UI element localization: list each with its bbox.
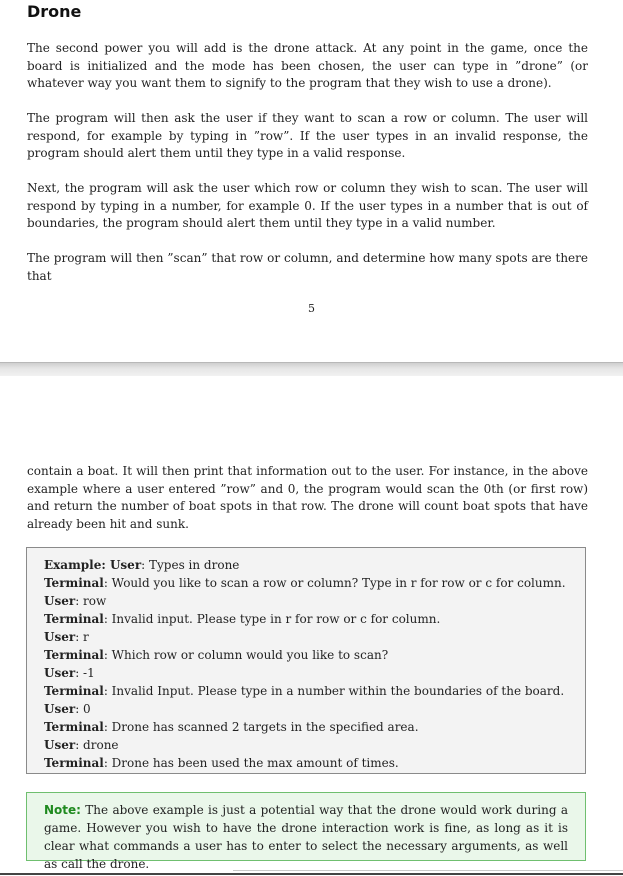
example-speaker: User — [44, 630, 76, 644]
example-speaker: User — [44, 666, 76, 680]
example-line — [44, 700, 568, 718]
example-line — [44, 592, 568, 610]
example-speaker: Terminal — [44, 612, 104, 626]
example-speaker: User — [44, 702, 76, 716]
paragraph-continuation: contain a boat. It will then print that information out to the user. For instance, in the above example where a user entered ”row” and 0, the program would scan the 0th (or first row) and return the number of boat spots in that row. The drone will count boat spots that have already been hit and sunk. — [27, 464, 588, 532]
example-speaker: Terminal — [44, 684, 104, 698]
example-text: : 0 — [75, 702, 91, 716]
example-speaker: User — [44, 738, 76, 752]
example-text: : Invalid input. Please type in r for row or c for column. — [103, 612, 441, 626]
example-speaker: User — [44, 594, 76, 608]
example-line — [44, 718, 568, 736]
note-label: Note: — [44, 803, 81, 817]
example-line — [44, 628, 568, 646]
example-line — [44, 646, 568, 664]
example-line — [44, 556, 568, 574]
example-speaker: Terminal — [44, 576, 104, 590]
example-text: : Drone has been used the max amount of times. — [103, 756, 399, 770]
paragraph-row-or-column: The program will then ask the user if they want to scan a row or column. The user will respond, for example by typing in ”row”. If the user types in an invalid response, the program should alert them until they type in a valid response. — [27, 111, 588, 161]
example-line — [44, 754, 568, 772]
page-break-separator — [0, 362, 623, 377]
example-box — [26, 547, 586, 774]
note-box — [26, 792, 586, 871]
example-speaker: Example: User — [44, 558, 142, 572]
example-line — [44, 736, 568, 754]
paragraph-intro: The second power you will add is the drone attack. At any point in the game, once the board is initialized and the mode has been chosen, the user can type in ”drone” (or whatever way you want them to signify to the program that they wish to use a drone). — [27, 41, 588, 91]
example-line — [44, 682, 568, 700]
section-title: Drone — [27, 2, 82, 21]
paragraph-which-index: Next, the program will ask the user which row or column they wish to scan. The user will respond by typing in a number, for example 0. If the user types in a number that is out of boundaries, the program should alert them until they type in a valid number. — [27, 181, 588, 231]
page-bottom-rule — [0, 873, 623, 875]
paragraph-scan: The program will then ”scan” that row or column, and determine how many spots are there that — [27, 251, 588, 283]
example-text: : r — [75, 630, 89, 644]
example-text: : drone — [75, 738, 119, 752]
example-text: : row — [75, 594, 107, 608]
example-speaker: Terminal — [44, 756, 104, 770]
document-page-2 — [0, 376, 623, 876]
example-text: : Types in drone — [141, 558, 240, 572]
example-text: : Drone has scanned 2 targets in the specified area. — [103, 720, 419, 734]
example-text: : Would you like to scan a row or column? Type in r for row or c for column. — [103, 576, 566, 590]
note-text: The above example is just a potential way that the drone would work during a game. However you wish to have the drone interaction work is fine, as long as it is clear what commands a user has to enter to select the necessary arguments, as well as call the drone. — [44, 803, 568, 871]
example-speaker: Terminal — [44, 720, 104, 734]
example-line — [44, 574, 568, 592]
example-text: : Invalid Input. Please type in a number within the boundaries of the board. — [103, 684, 565, 698]
example-speaker: Terminal — [44, 648, 104, 662]
example-line — [44, 664, 568, 682]
example-line — [44, 610, 568, 628]
example-text: : Which row or column would you like to scan? — [103, 648, 389, 662]
document-page-1 — [0, 0, 623, 362]
example-text: : -1 — [75, 666, 95, 680]
page-bottom-rule-light — [233, 870, 623, 871]
page-number: 5 — [308, 302, 315, 315]
